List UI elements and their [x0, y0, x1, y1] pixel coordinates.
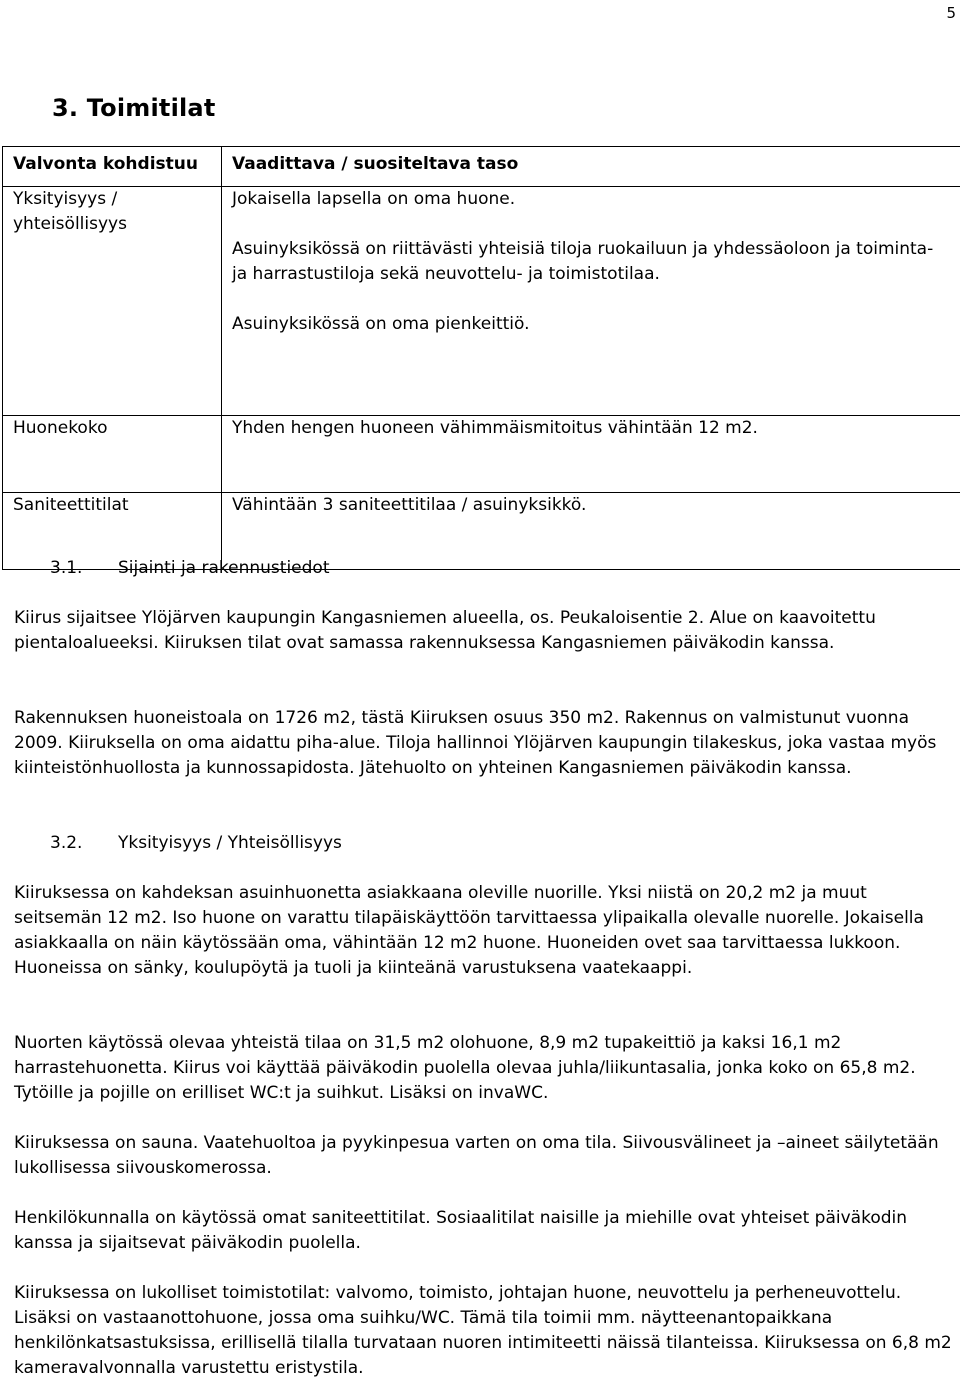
paragraph-text: Kiiruksessa on kahdeksan asuinhuonetta asiakkaana oleville nuorille. Yksi niistä on 20,2 m2 ja muut seitsemän 12 m2. Iso huone on varattu tilapäiskäyttöön tarvittaessa ylipaikalla olevalle nuorelle. Jokaisella asiakkaalla on näin käytössään oma, vähintään 12 m2 huone. Huoneiden ovet saa tarvittaessa lukkoon. Huoneissa on sänky, koulupöytä ja tuoli ja kiinteänä varustuksena vaatekaappi. [14, 883, 924, 978]
requirement-text: Jokaisella lapsella on oma huone. [232, 189, 516, 209]
paragraph-text: Kiirus sijaitsee Ylöjärven kaupungin Kangasniemen alueella, os. Peukaloisentie 2. Alue on kaavoitettu pientaloalueeksi. Kiiruksen tilat ovat samassa rakennuksessa Kangasniemen päiväkodin kanssa. [14, 608, 876, 653]
paragraph [14, 1281, 954, 1381]
table-header-row [3, 147, 960, 187]
paragraph [14, 606, 954, 656]
paragraph-text: Nuorten käytössä olevaa yhteistä tilaa on 31,5 m2 olohuone, 8,9 m2 tupakeittiö ja kaksi 16,1 m2 harrastehuonetta. Kiirus voi käyttää päiväkodin puolella olevaa juhla/liikuntasalia, jonka koko on 65,8 m2. Tytöille ja pojille on erilliset WC:t ja suihkut. Lisäksi on invaWC. [14, 1033, 916, 1103]
requirement-text: Yhden hengen huoneen vähimmäismitoitus vähintään 12 m2. [232, 418, 758, 438]
paragraph-text: Rakennuksen huoneistoala on 1726 m2, tästä Kiiruksen osuus 350 m2. Rakennus on valmistunut vuonna 2009. Kiiruksella on oma aidattu piha-alue. Tiloja hallinnoi Ylöjärven kaupungin tilakeskus, joka vastaa myös kiinteistönhuollosta ja kunnossapidosta. Jätehuolto on yhteinen Kangasniemen päiväkodin kanssa. [14, 708, 937, 778]
paragraph [14, 881, 954, 981]
row-requirement [222, 187, 960, 416]
row-requirement [222, 416, 960, 493]
subsection-number: 3.1. [50, 558, 83, 578]
paragraph-text: Kiiruksessa on lukolliset toimistotilat: valvomo, toimisto, johtajan huone, neuvottelu ja perheneuvottelu. Lisäksi on vastaanottohuone, jossa oma suihku/WC. Tämä tila toimii mm. näytteenantopaikkana henkilönkatsastuksissa, erillisellä tilalla turvataan nuoren intimiteetti näissä tilanteissa. Kiiruksessa on 6,8 m2 kameravalvonnalla varustettu eristystila. [14, 1283, 952, 1378]
table-row [3, 416, 960, 493]
subsection-heading-3-1 [50, 556, 329, 581]
table-header-level: Vaadittava / suositeltava taso [222, 147, 960, 187]
subsection-number: 3.2. [50, 833, 83, 853]
row-label: Huonekoko [3, 416, 222, 493]
table-header-target: Valvonta kohdistuu [3, 147, 222, 187]
paragraph [14, 1031, 954, 1106]
row-label: Saniteettitilat [3, 493, 222, 570]
paragraph [14, 1131, 954, 1181]
subsection-title: Sijainti ja rakennustiedot [118, 558, 330, 578]
table-row [3, 187, 960, 416]
requirement-text: Asuinyksikössä on oma pienkeittiö. [232, 314, 530, 334]
requirement-text: Asuinyksikössä on riittävästi yhteisiä tiloja ruokailuun ja yhdessäoloon ja toiminta- ja harrastustiloja sekä neuvottelu- ja toimistotilaa. [232, 239, 934, 284]
row-label: Yksityisyys / yhteisöllisyys [3, 187, 222, 416]
paragraph-text: Henkilökunnalla on käytössä omat saniteettitilat. Sosiaalitilat naisille ja miehille ovat yhteiset päiväkodin kanssa ja sijaitsevat päiväkodin puolella. [14, 1208, 908, 1253]
page-number: 5 [946, 4, 956, 22]
requirement-text: Vähintään 3 saniteettitilaa / asuinyksikkö. [232, 495, 587, 515]
paragraph-text: Kiiruksessa on sauna. Vaatehuoltoa ja pyykinpesua varten on oma tila. Siivousvälineet ja –aineet säilytetään lukollisessa siivouskomerossa. [14, 1133, 939, 1178]
paragraph [14, 1206, 954, 1256]
paragraph [14, 706, 954, 781]
row-requirement [222, 493, 960, 570]
subsection-title: Yksityisyys / Yhteisöllisyys [118, 833, 342, 853]
section-title: 3. Toimitilat [52, 94, 216, 122]
subsection-heading-3-2 [50, 831, 342, 856]
requirements-table [2, 146, 960, 570]
